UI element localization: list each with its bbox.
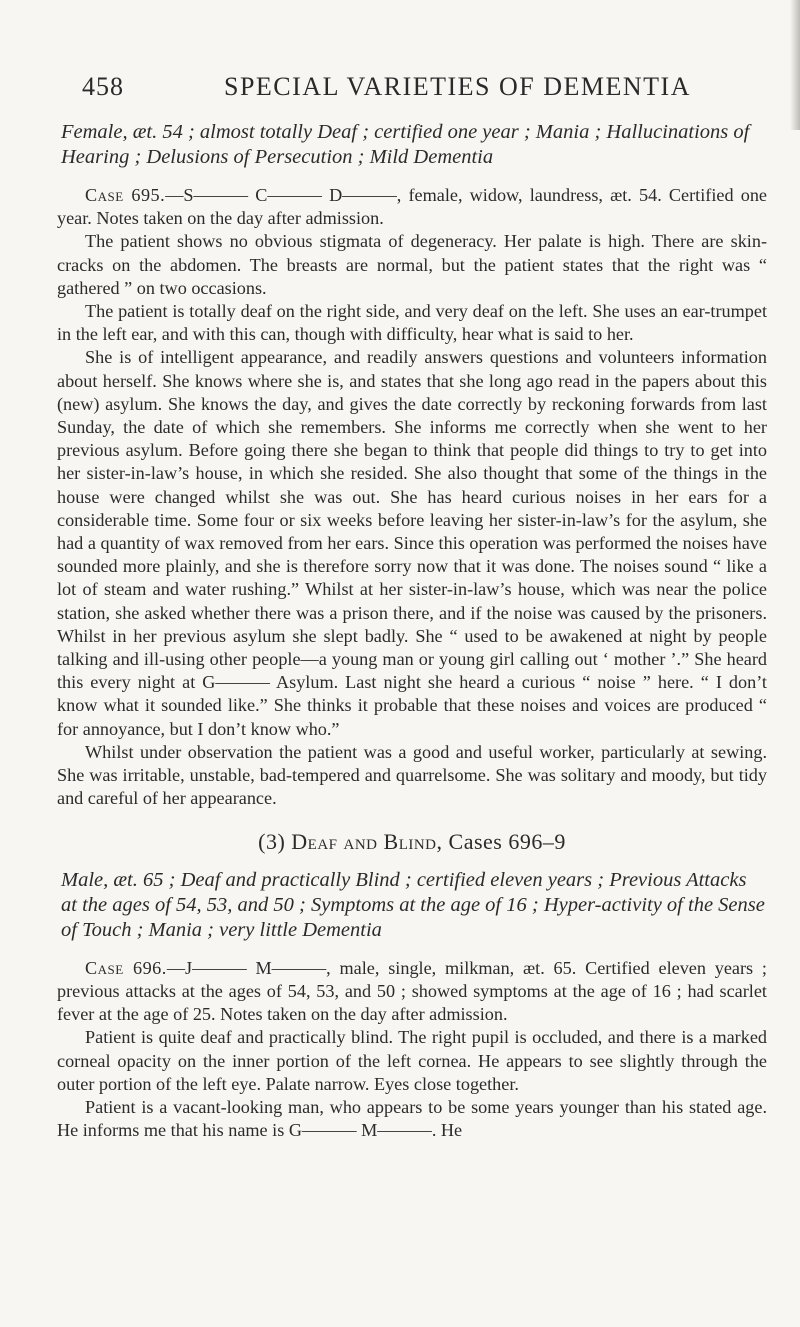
section-title: Deaf and Blind, — [291, 829, 443, 855]
section-number: (3) — [258, 829, 286, 855]
case-696-paragraph-2: Patient is quite deaf and practically blind. The right pupil is occluded, and there is a marked corneal opacity on the inner portion of the left cornea. He appears to see slightly through the outer portion of the left eye. Palate narrow. Eyes close together. — [57, 1027, 767, 1094]
case-696-heading: Male, æt. 65 ; Deaf and practically Blind ; certified eleven years ; Previous Attacks at the ages of 54, 53, and 50 ; Symptoms at the age of 16 ; Hyper-activity of the Sense of Touch ; Mania ; very little Dementia — [61, 868, 765, 941]
case-696-intro: —J——— M———, male, single, milkman, æt. 65. Certified eleven years ; previous attacks at the ages of 54, 53, and 50 ; showed symptoms at the age of 16 ; had scarlet fever at the age of 25. Notes taken on the day after admission. — [57, 957, 767, 1025]
case-696-label: Case 696. — [85, 957, 167, 978]
section-cases: Cases 696–9 — [448, 829, 566, 855]
case-695-label: Case 695. — [85, 185, 166, 205]
section-heading — [57, 830, 767, 853]
case-696-paragraph-1 — [57, 957, 767, 1027]
case-695-heading: Female, æt. 54 ; almost totally Deaf ; certified one year ; Mania ; Hallucinations of Hearing ; Delusions of Persecution ; Mild Dementia — [61, 121, 750, 168]
page-body — [57, 120, 767, 1142]
case-696-paragraph-3: Patient is a vacant-looking man, who appears to be some years younger than his stated age. He informs me that his name is G——— M———. He — [57, 1096, 767, 1141]
case-695-paragraph-1 — [57, 184, 767, 230]
case-695-paragraph-5: Whilst under observation the patient was a good and useful worker, particularly at sewing. She was irritable, unstable, bad-tempered and quarrelsome. She was solitary and moody, but tidy and careful of her appearance. — [57, 741, 767, 809]
case-695-paragraph-3: The patient is totally deaf on the right side, and very deaf on the left. She uses an ear-trumpet in the left ear, and with this can, though with difficulty, hear what is said to her. — [57, 301, 767, 345]
case-695-intro: —S——— C——— D———, female, widow, laundress, æt. 54. Certified one year. Notes taken on the day after admission. — [57, 185, 767, 229]
case-695-paragraph-2: The patient shows no obvious stigmata of degeneracy. Her palate is high. There are skin-cracks on the abdomen. The breasts are normal, but the patient states that the right was “ gathered ” on two occasions. — [57, 231, 767, 298]
page-number: 458 — [82, 72, 124, 101]
page-edge-shadow — [790, 0, 800, 130]
case-695-paragraph-4: She is of intelligent appearance, and readily answers questions and volunteers information about herself. She knows where she is, and states that she long ago read in the papers about this (new) asylum. She knows the day, and gives the date correctly by reckoning forwards from last Sunday, the date of which she remembers. She informs me correctly when she went to her previous asylum. Before going there she began to think that people did things to try to get into her sister-in-law’s house, in which she resided. She also thought that some of the things in the house were changed whilst she was out. She has heard curious noises in her ears for a considerable time. Some four or six weeks before leaving her sister-in-law’s for the asylum, she had a quantity of wax removed from her ears. Since this operation was performed the noises have sounded more plainly, and she is therefore sorry now that it was done. The noises sound “ like a lot of steam and water rushing.” Whilst at her sister-in-law’s house, which was near the police station, she asked whether there was a prison there, and if the noise was caused by the prisoners. Whilst in her previous asylum she slept badly. She “ used to be awakened at night by people talking and ill-using other people—a young man or young girl calling out ‘ mother ’.” She heard this every night at G——— Asylum. Last night she heard a curious “ noise ” here. “ I don’t know what it sounded like.” She thinks it probable that these noises and voices are produced “ for annoyance, but I don’t know who.” — [57, 347, 767, 739]
running-title: SPECIAL VARIETIES OF DEMENTIA — [224, 72, 691, 101]
